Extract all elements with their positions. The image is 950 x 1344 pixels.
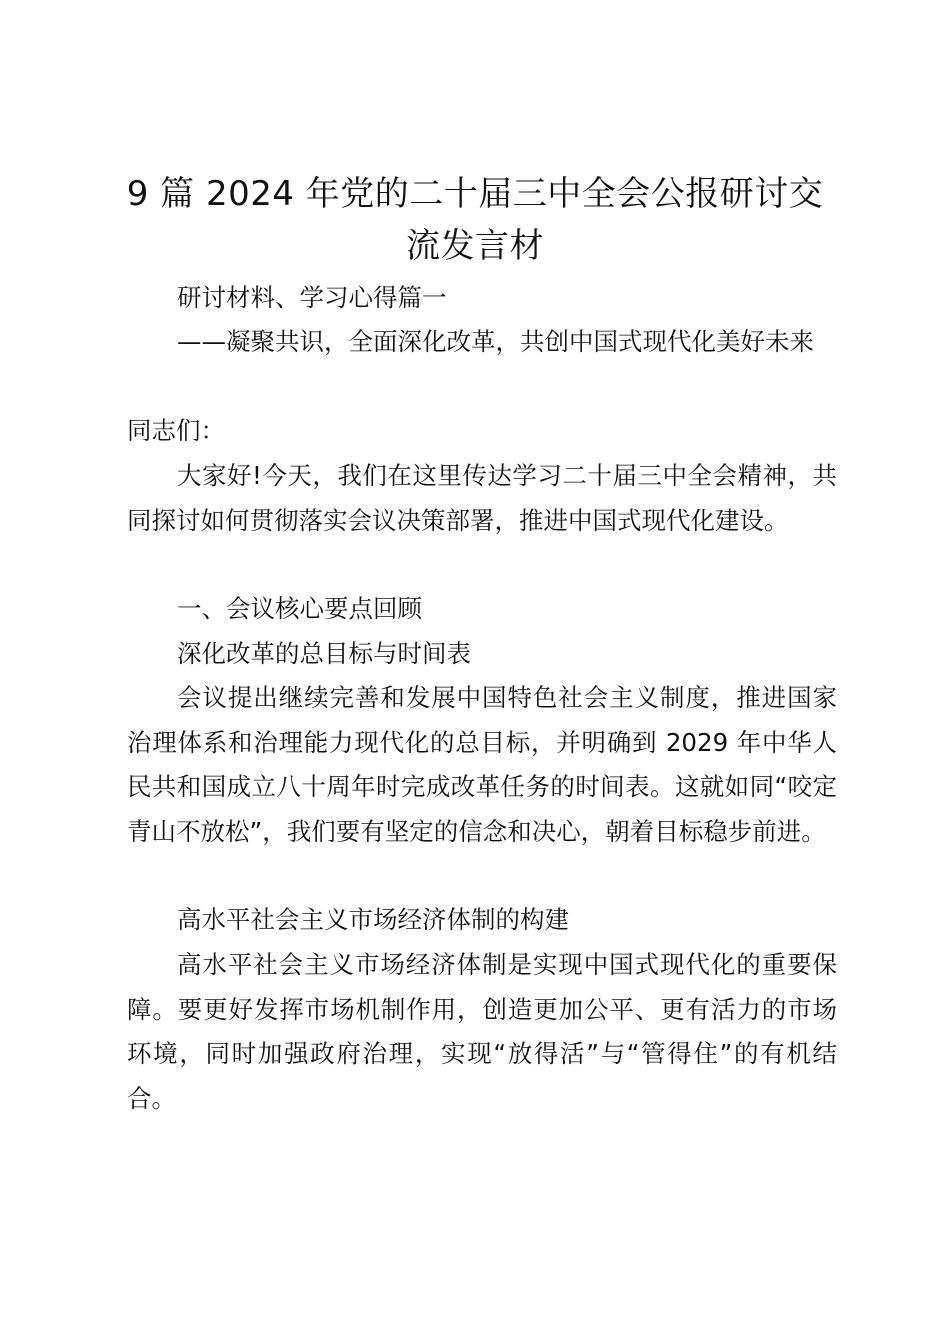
section-heading-1: 一、会议核心要点回顾 [177,594,422,623]
opening-paragraph: 大家好!今天，我们在这里传达学习二十届三中全会精神，共同探讨如何贯彻落实会议决策部署，推进中国式现代化建设。 [127,461,837,535]
document-title: 9 篇 2024 年党的二十届三中全会公报研讨交流发言材 [126,174,824,266]
paragraph-reform-goal: 会议提出继续完善和发展中国特色社会主义制度，推进国家治理体系和治理能力现代化的总目标，并明确到 2029 年中华人民共和国成立八十周年时完成改革任务的时间表。这就如同“咬定青山不放松”，我们要有坚定的信念和决心，朝着目标稳步前进。 [127,683,837,846]
subtitle-slogan: ——凝聚共识，全面深化改革，共创中国式现代化美好未来 [177,327,814,356]
salutation: 同志们： [127,416,225,445]
subheading-market-economy: 高水平社会主义市场经济体制的构建 [177,905,569,934]
subtitle-heading: 研讨材料、学习心得篇一 [177,283,447,312]
subheading-reform-goal: 深化改革的总目标与时间表 [177,639,471,668]
paragraph-market-economy: 高水平社会主义市场经济体制是实现中国式现代化的重要保障。要更好发挥市场机制作用，创造更加公平、更有活力的市场环境，同时加强政府治理，实现“放得活”与“管得住”的有机结合。 [127,950,837,1113]
